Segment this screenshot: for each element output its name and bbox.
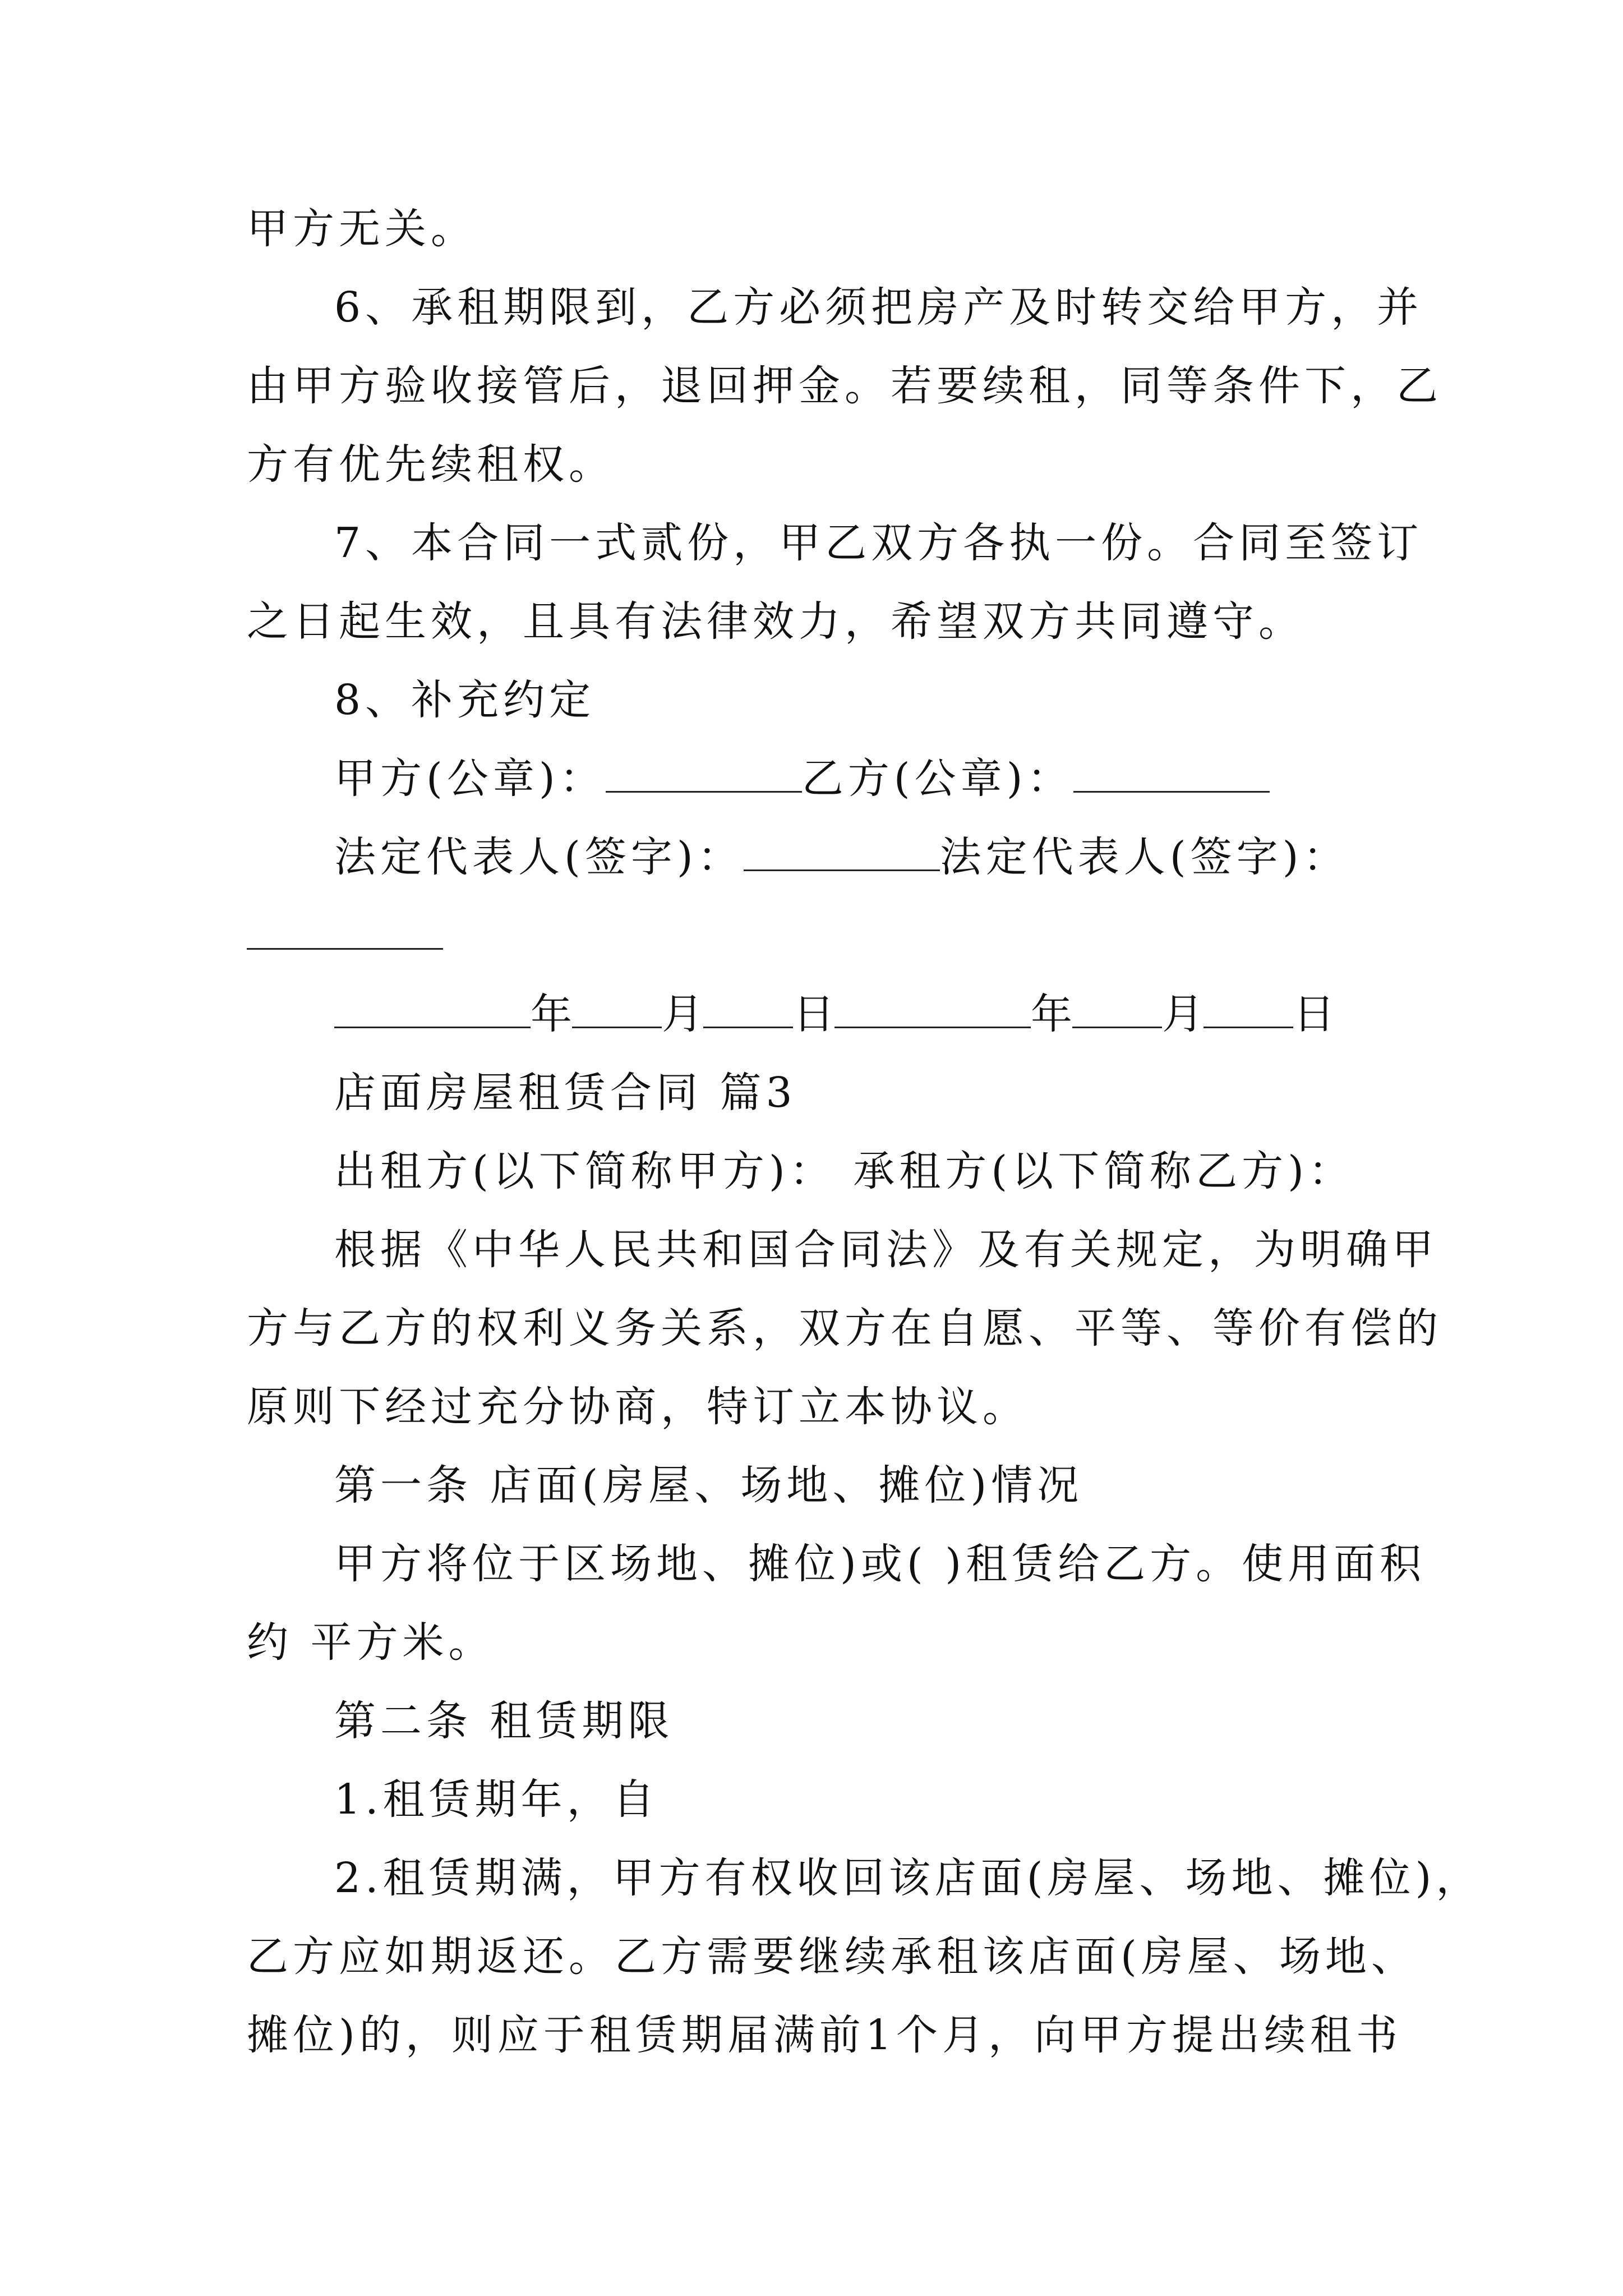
party-b-seal-blank[interactable] [1073,752,1270,793]
intro-line: 根据《中华人民共和国合同法》及有关规定，为明确甲 [334,1226,1438,1274]
legal-rep-b-blank[interactable] [247,909,443,950]
party-a-seal-blank[interactable] [606,752,802,793]
month-b-blank[interactable] [1072,987,1162,1028]
article-title: 第一条 店面(房屋、场地、摊位)情况 [334,1461,1083,1510]
year-b-label: 年 [1031,990,1072,1038]
article-item-line: 乙方应如期返还。乙方需要继续承租该店面(房屋、场地、 [247,1932,1417,1981]
intro-line: 原则下经过充分协商，特订立本协议。 [247,1383,1029,1431]
day-a-label: 日 [793,990,834,1038]
text-line: 7、本合同一式贰份，甲乙双方各执一份。合同至签订 [334,519,1423,567]
text-line: 6、承租期限到，乙方必须把房产及时转交给甲方，并 [334,283,1423,332]
year-b-blank[interactable] [834,987,1031,1028]
article-body-line: 约 平方米。 [247,1618,495,1667]
legal-rep-a-label: 法定代表人(签字)： [334,833,744,881]
article-title: 第二条 租赁期限 [334,1697,674,1745]
section-heading: 店面房屋租赁合同 篇3 [334,1069,797,1117]
day-b-blank[interactable] [1204,987,1293,1028]
intro-line: 方与乙方的权利义务关系，双方在自愿、平等、等价有偿的 [247,1304,1442,1352]
text-line: 方有优先续租权。 [247,440,615,489]
party-a-seal-label: 甲方(公章)： [334,754,606,803]
text-line: 8、补充约定 [334,676,596,724]
day-a-blank[interactable] [703,987,793,1028]
month-a-label: 月 [662,990,703,1038]
article-body-line: 甲方将位于区场地、摊位)或( )租赁给乙方。使用面积 [334,1540,1426,1588]
seal-line [334,751,1270,807]
date-line [334,986,1335,1042]
year-a-blank[interactable] [334,987,531,1028]
party-b-seal-label: 乙方(公章)： [801,754,1073,803]
text-line: 甲方无关。 [247,205,477,253]
parties-line: 出租方(以下简称甲方)： 承租方(以下简称乙方)： [334,1147,1355,1195]
article-item-line: 摊位)的，则应于租赁期届满前1个月，向甲方提出续租书 [247,2011,1402,2059]
year-a-label: 年 [531,990,572,1038]
legal-rep-b-label: 法定代表人(签字)： [939,833,1349,881]
legal-rep-line [334,829,1349,885]
month-a-blank[interactable] [572,987,662,1028]
text-line: 之日起生效，且具有法律效力，希望双方共同遵守。 [247,597,1304,646]
legal-rep-b-blank-line [247,908,443,964]
article-item-line: 1.租赁期年，自 [334,1775,659,1824]
legal-rep-a-blank[interactable] [744,830,940,871]
month-b-label: 月 [1162,990,1204,1038]
article-item-line: 2.租赁期满，甲方有权收回该店面(房屋、场地、摊位)， [334,1854,1482,1902]
text-line: 由甲方验收接管后，退回押金。若要续租，同等条件下，乙 [247,362,1442,410]
day-b-label: 日 [1293,990,1335,1038]
